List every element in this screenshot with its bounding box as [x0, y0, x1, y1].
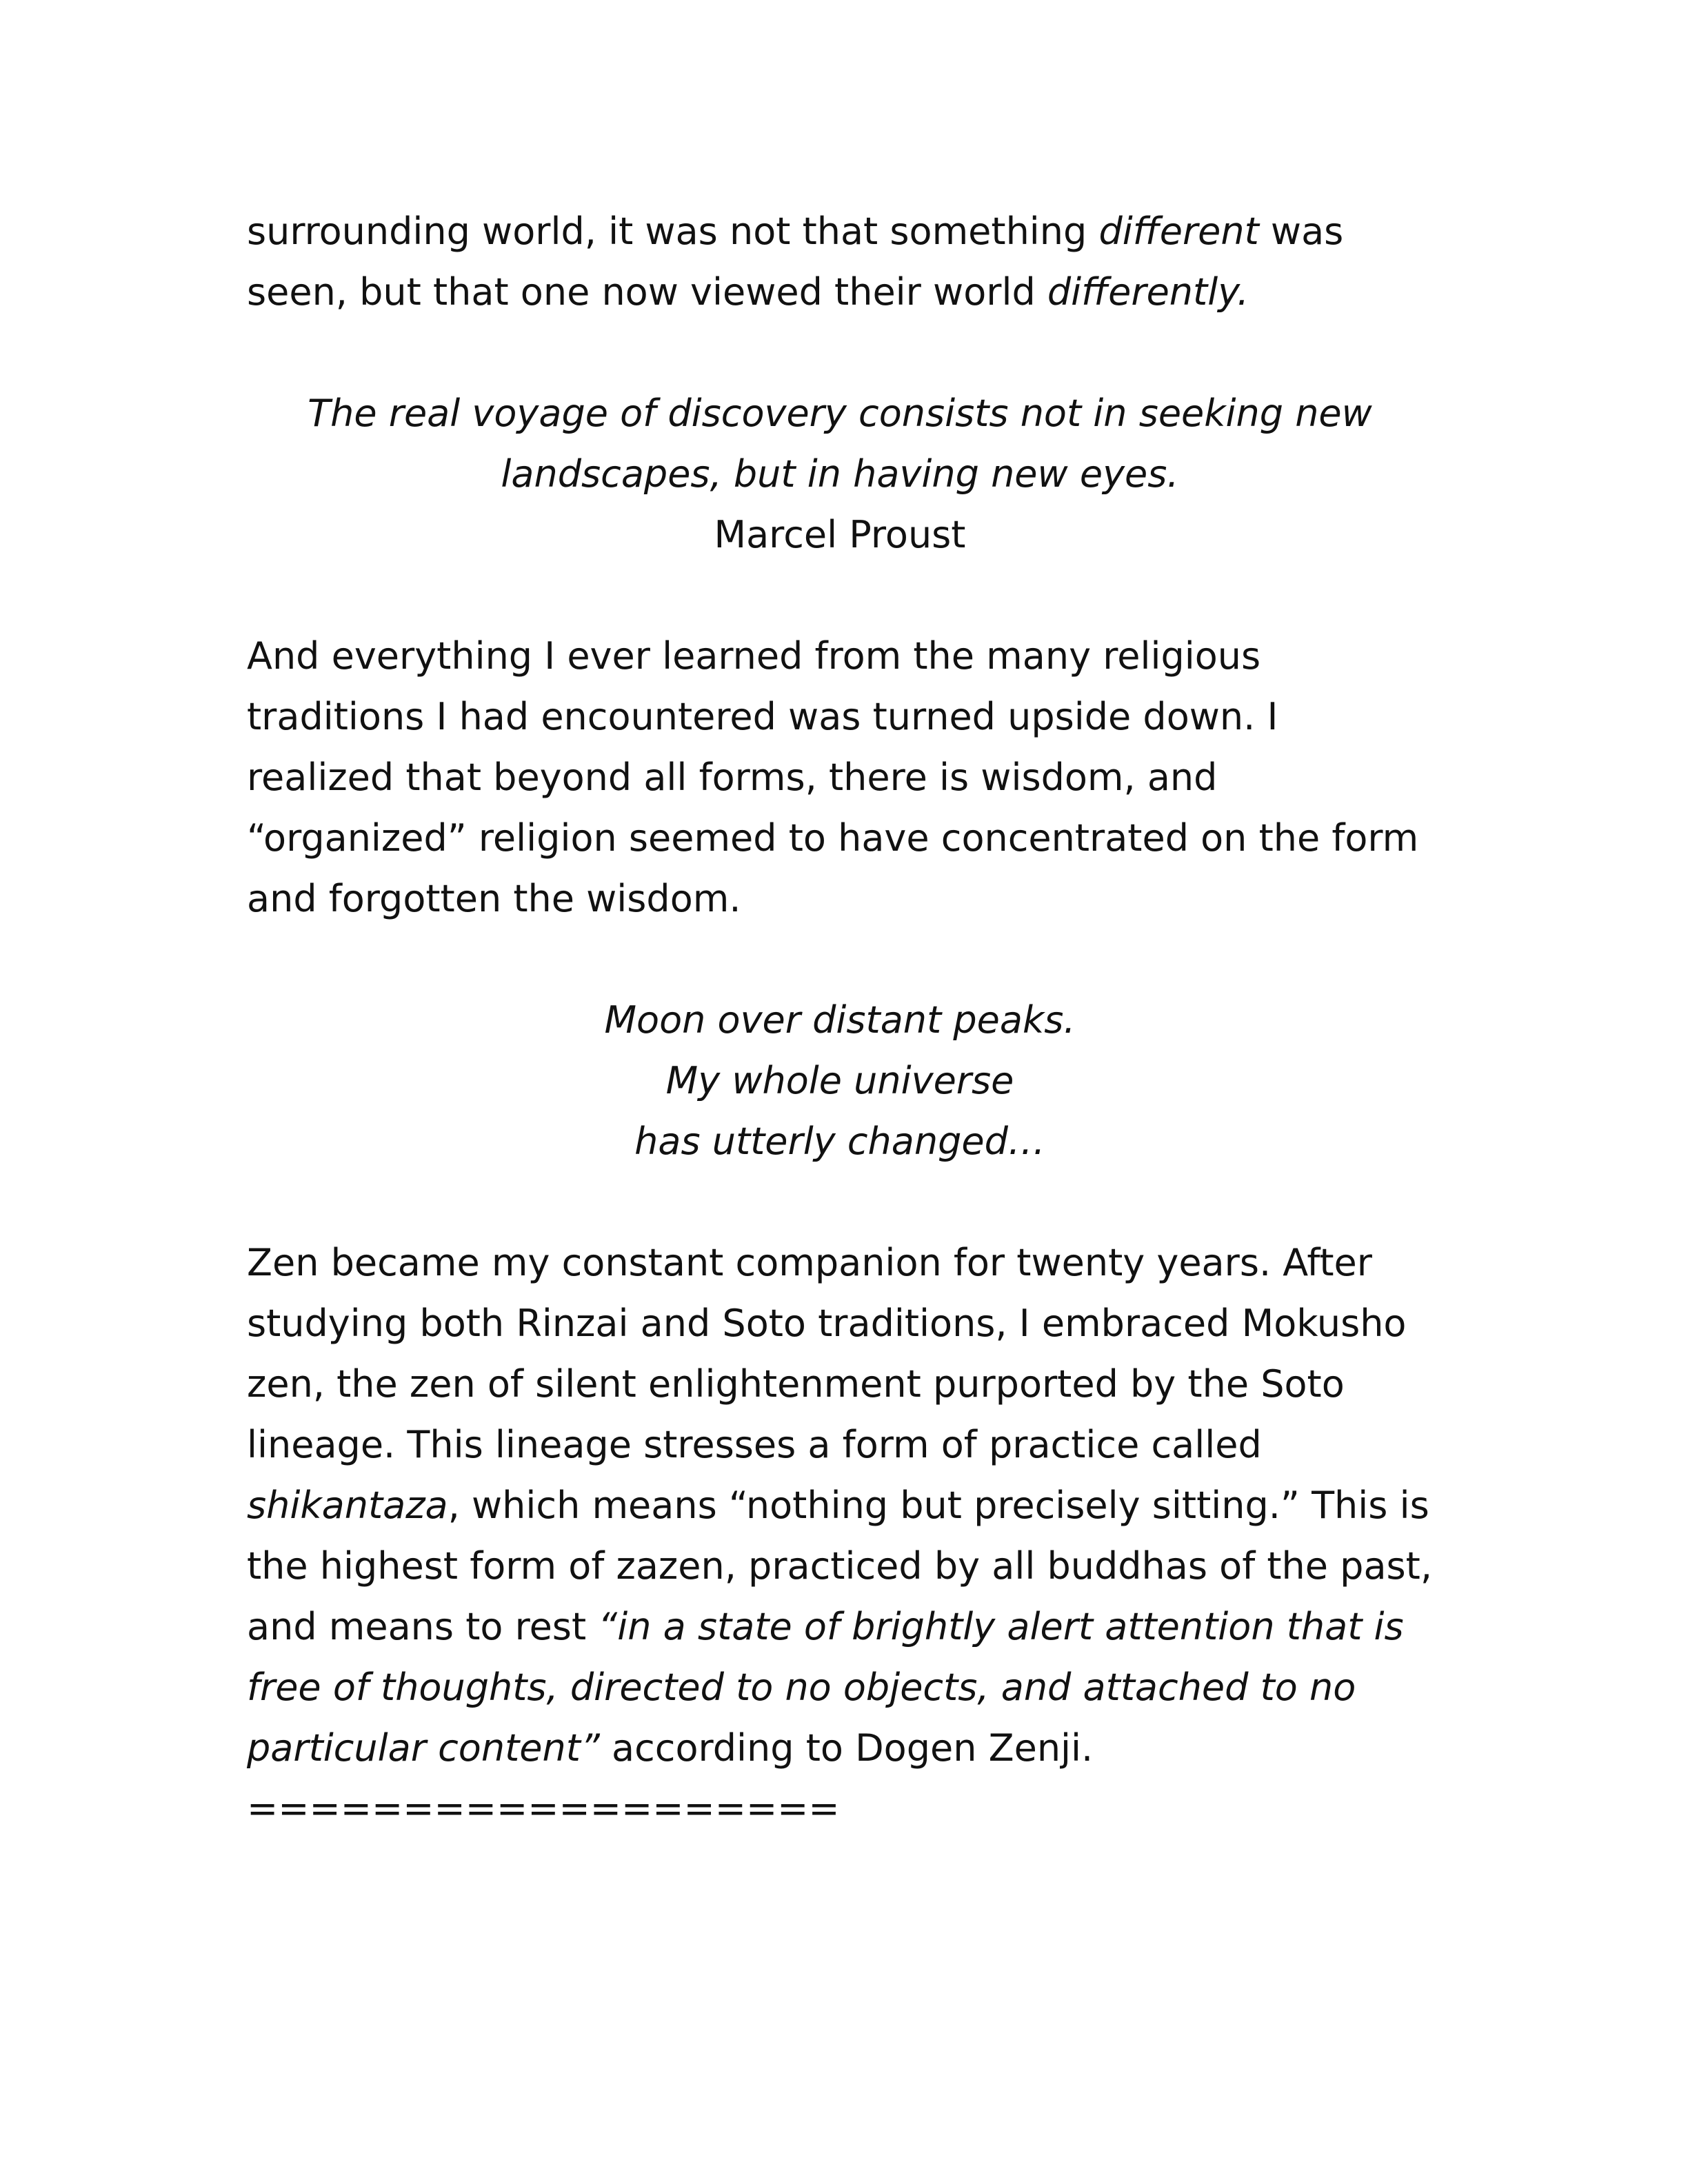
- haiku-block: [247, 990, 1433, 1172]
- paragraph-2: And everything I ever learned from the many religious traditions I had encountered was turned upside down. I realized that beyond all forms, there is wisdom, and “organized” religion seemed to have concentrated on the form and forgotten the wisdom.: [247, 634, 1419, 920]
- paragraph-1: [247, 201, 1433, 323]
- haiku-line-3: has utterly changed…: [634, 1120, 1045, 1163]
- p3-text-3: according to Dogen Zenji.: [599, 1726, 1094, 1770]
- haiku-line-2: My whole universe: [665, 1059, 1014, 1102]
- p3-dogen-quote: “in a state of brightly alert attention that is free of thoughts, directed to no objects, and attached to no particular content”: [247, 1605, 1404, 1770]
- paragraph-3: [247, 1233, 1433, 1779]
- proust-quote-block: [247, 383, 1433, 565]
- document-page: [247, 201, 1433, 1839]
- spacer: [247, 1172, 1433, 1233]
- p1-emphasis-differently: differently.: [1047, 270, 1249, 314]
- p3-text-1: Zen became my constant companion for twenty years. After studying both Rinzai and Soto traditions, I embraced Mokusho zen, the zen of silent enlightenment purported by the Soto lineage. This lineage stresses a form of practice called: [247, 1241, 1407, 1466]
- p1-emphasis-different: different: [1098, 210, 1259, 253]
- proust-quote-author: Marcel Proust: [714, 513, 966, 556]
- haiku-line-1: Moon over distant peaks.: [604, 998, 1076, 1042]
- section-divider: ===================: [247, 1787, 840, 1830]
- p1-text-2: was seen, but that one now viewed their world: [247, 210, 1344, 314]
- p3-emphasis-shikantaza: shikantaza: [247, 1484, 448, 1527]
- p3-text-2: , which means “nothing but precisely sitting.” This is the highest form of zazen, practiced by all buddhas of the past, and means to rest: [247, 1484, 1433, 1648]
- p1-text-1: surrounding world, it was not that something: [247, 210, 1099, 253]
- spacer: [247, 323, 1433, 383]
- proust-quote-text: The real voyage of discovery consists not in seeking new landscapes, but in having new eyes.: [308, 392, 1372, 496]
- spacer: [247, 929, 1433, 990]
- spacer: [247, 565, 1433, 626]
